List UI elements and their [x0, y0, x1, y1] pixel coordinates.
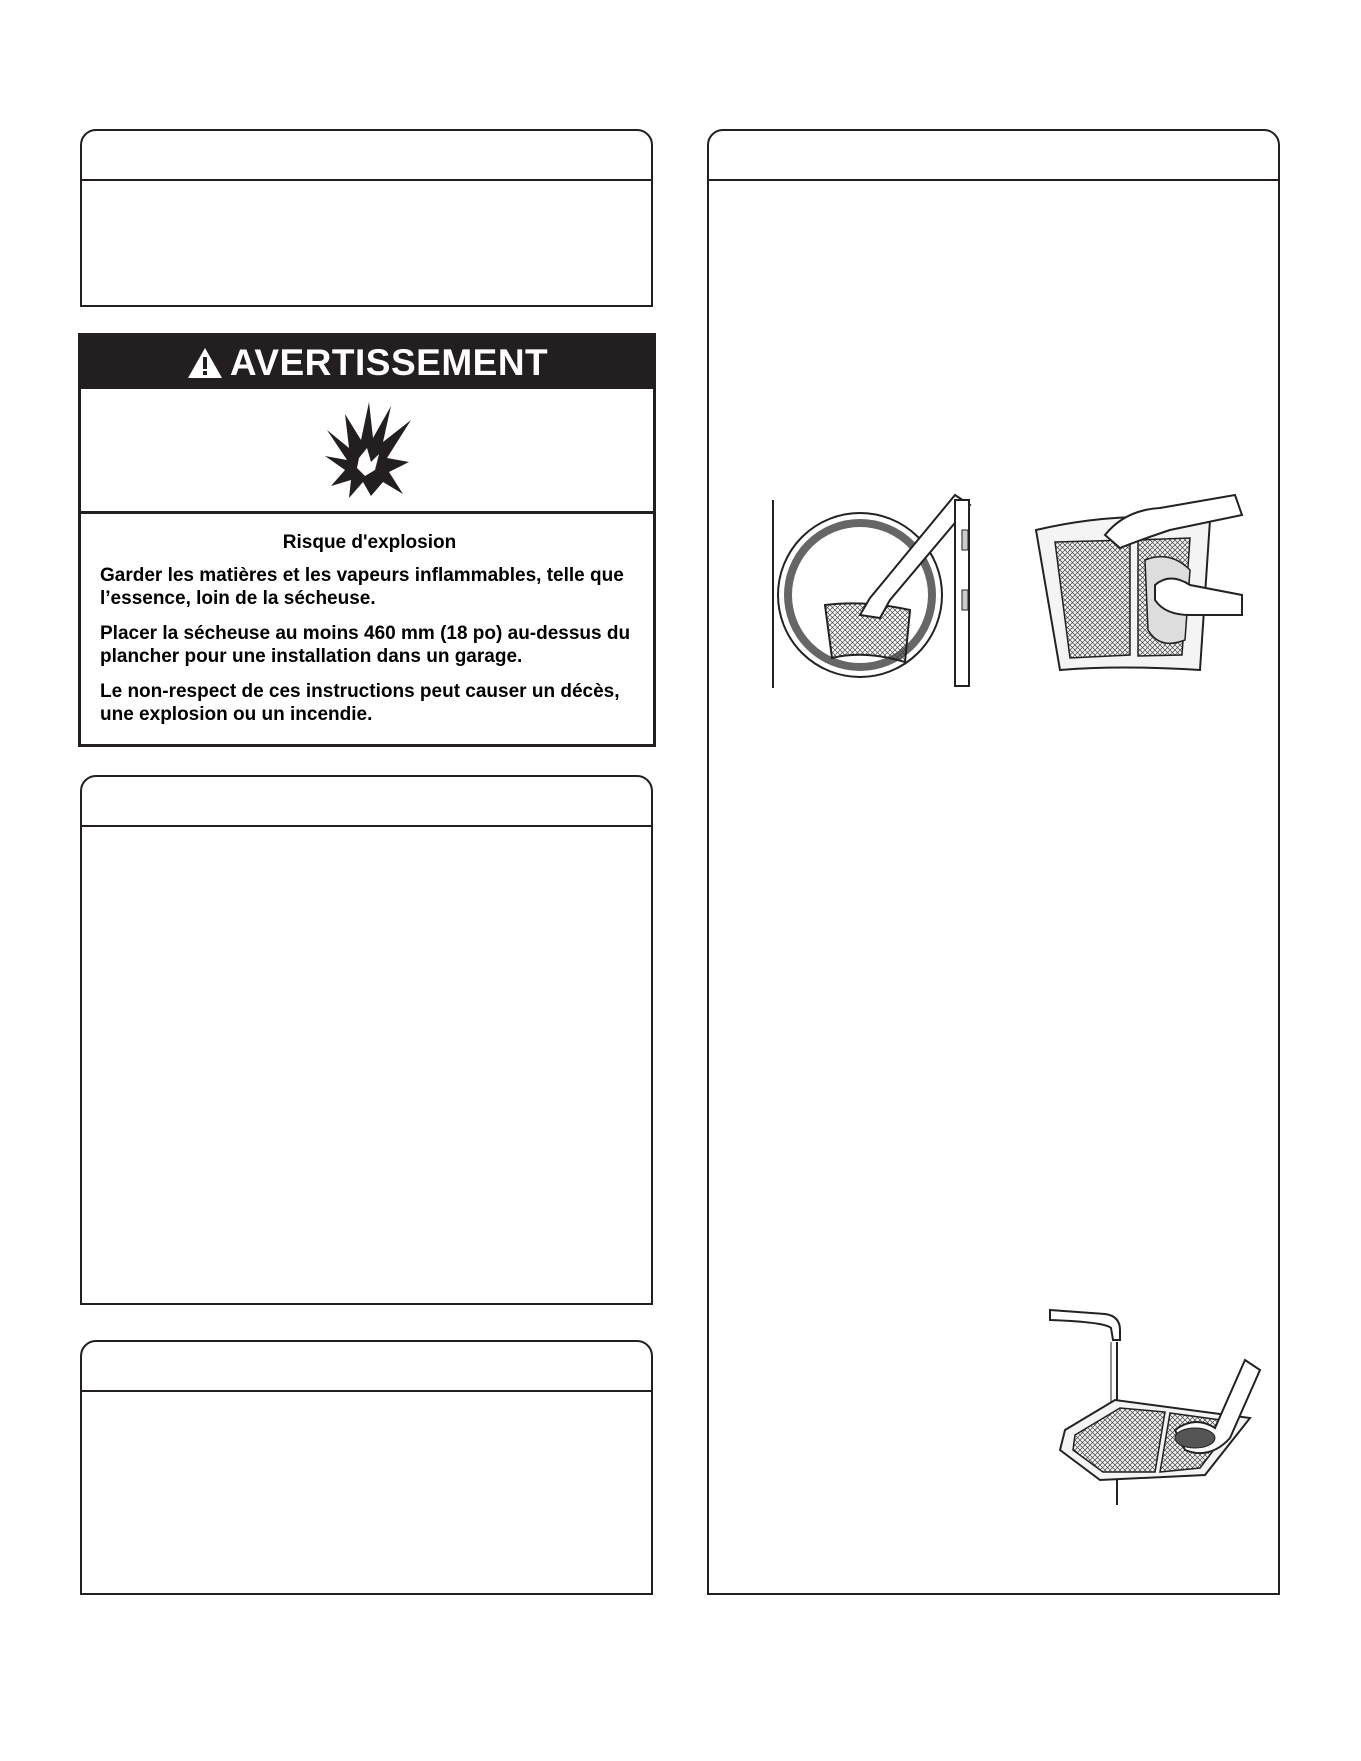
warning-divider	[81, 511, 653, 514]
warning-triangle-icon	[186, 346, 224, 380]
warning-header	[81, 336, 653, 389]
warning-line: Placer la sécheuse au moins 460 mm (18 po) au-dessus du plancher pour une installation dans un garage.	[100, 623, 631, 667]
panel-header	[82, 131, 651, 181]
warning-body	[100, 532, 639, 738]
signal-word: AVERTISSEMENT	[229, 341, 549, 383]
lint-screen-cleaning-illustration	[1030, 490, 1245, 680]
lint-screen-removal-illustration	[770, 490, 990, 690]
panel-header	[82, 777, 651, 827]
info-panel-top-left	[80, 129, 653, 307]
warning-box	[78, 333, 656, 747]
warning-line: Le non-respect de ces instructions peut causer un décès, une explosion ou un incendie.	[100, 681, 620, 725]
info-panel-middle-left	[80, 775, 653, 1305]
panel-header	[709, 131, 1278, 181]
warning-line: Garder les matières et les vapeurs inflammables, telle que l’essence, loin de la sécheuse.	[100, 565, 624, 609]
info-panel-bottom-left	[80, 1340, 653, 1595]
lint-screen-washing-illustration	[1045, 1300, 1265, 1510]
explosion-icon	[319, 396, 419, 502]
panel-header	[82, 1342, 651, 1392]
hazard-title: Risque d'explosion	[282, 532, 457, 553]
